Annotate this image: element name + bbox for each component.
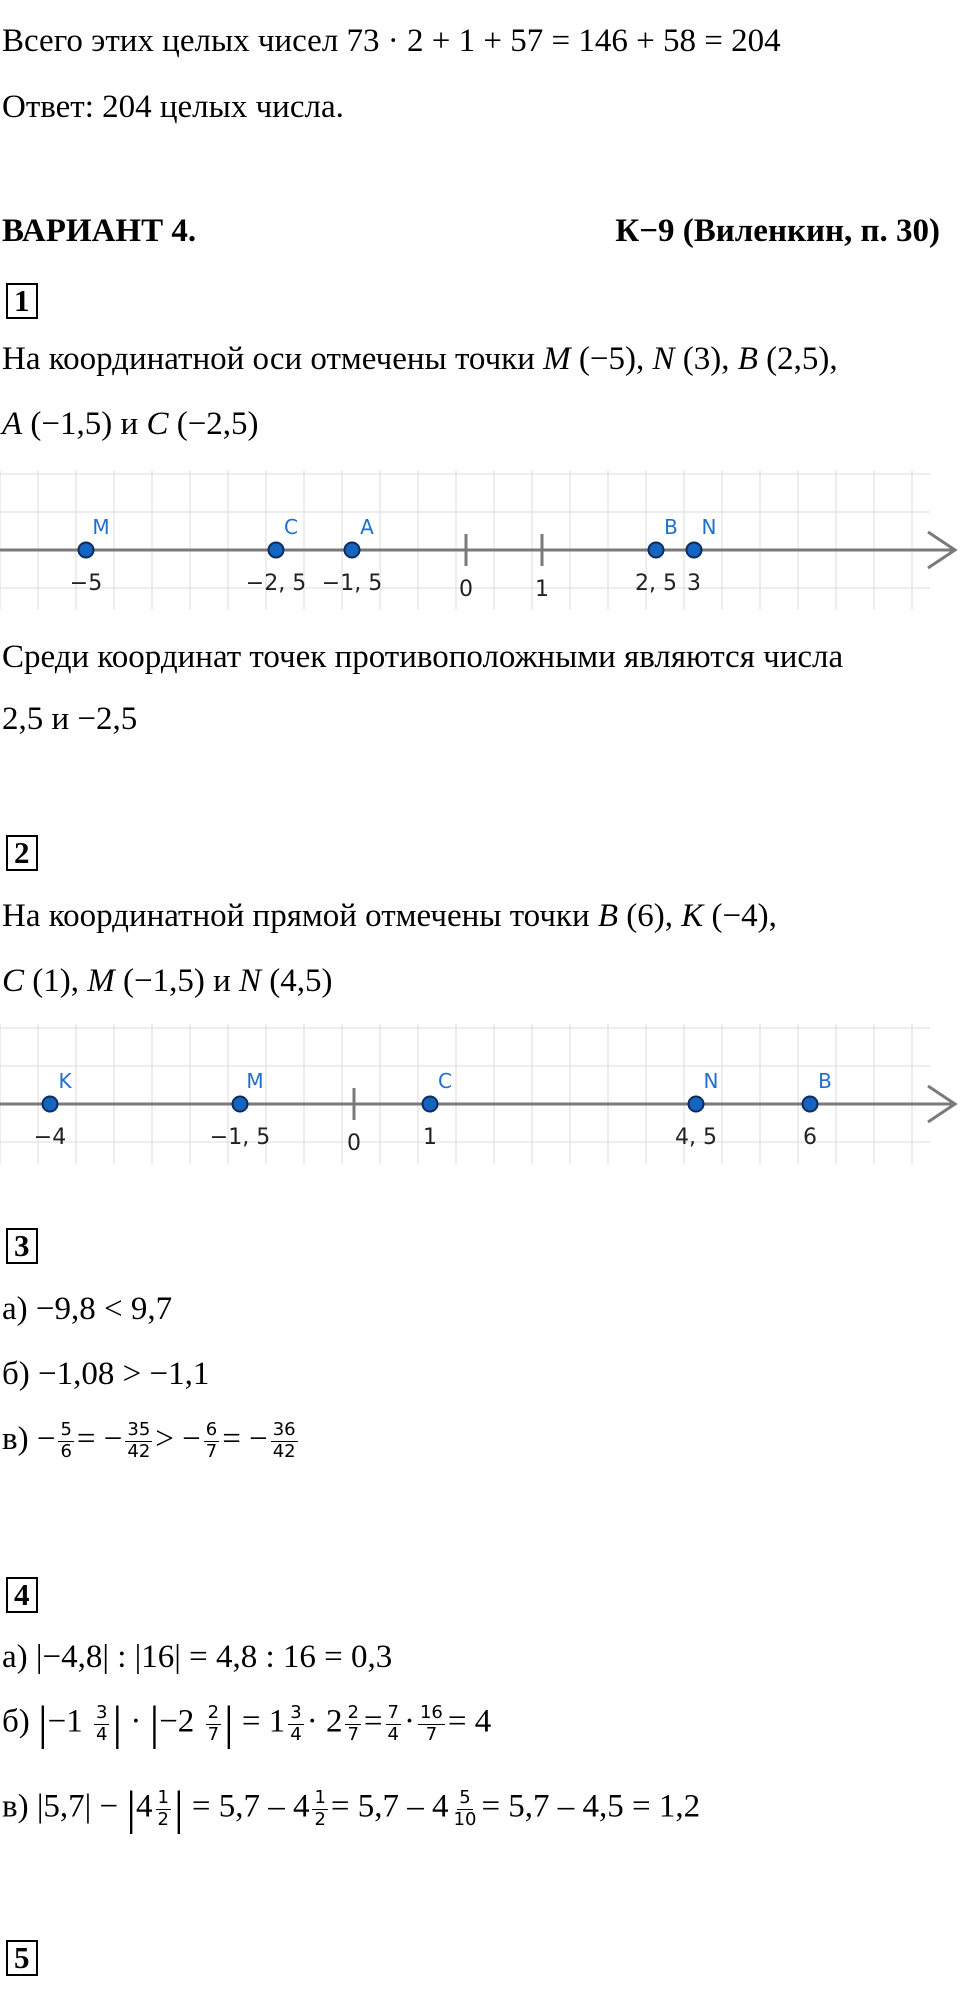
point-b-coord: (6) — [626, 898, 665, 934]
tick-label: 0 — [459, 577, 473, 602]
point-coordinate: 1 — [423, 1125, 437, 1150]
variant-title: ВАРИАНТ 4. — [2, 213, 197, 249]
point-coordinate: −2, 5 — [245, 571, 307, 596]
point-c-name: C — [2, 963, 25, 999]
point-c-coord: (−2,5) — [176, 406, 259, 442]
point-label: N — [703, 1069, 719, 1093]
point-n-coord: (3) — [682, 341, 722, 377]
point-c-name: C — [146, 406, 169, 442]
fraction: $\frac{6}{7}$ — [205, 1419, 218, 1462]
point-coordinate: −1, 5 — [321, 571, 383, 596]
task4-b-prefix: б) — [2, 1703, 30, 1740]
task1-text-line2 — [2, 405, 259, 445]
axis-point — [79, 543, 94, 558]
axis-point — [345, 543, 360, 558]
point-n-name: N — [652, 341, 675, 377]
fraction: $\frac{1}{2}$ — [314, 1786, 326, 1830]
task1-intro: На координатной оси отмечены точки — [2, 341, 544, 377]
axis-point — [233, 1097, 248, 1112]
point-coordinate: 6 — [803, 1125, 817, 1150]
point-m-name: M — [543, 341, 571, 377]
point-label: B — [818, 1069, 832, 1093]
source-title: К−9 (Виленкин, п. 30) — [615, 213, 940, 249]
point-label: M — [92, 515, 110, 539]
point-b-coord: (2,5) — [766, 341, 830, 377]
point-b-name: B — [737, 341, 758, 377]
point-coordinate: −4 — [33, 1125, 67, 1150]
point-c-coord: (1) — [32, 963, 71, 999]
point-label: A — [360, 515, 374, 539]
task1-text-line1: На координатной оси отмечены точки M (−5), N (3), B (2,5), — [2, 341, 838, 377]
point-coordinate: 4, 5 — [675, 1125, 717, 1150]
point-n-name: N — [239, 963, 262, 999]
point-coordinate: 3 — [687, 571, 701, 596]
task1-number: 1 — [6, 283, 38, 319]
task4-a: а) |−4,8| : |16| = 4,8 : 16 = 0,3 — [2, 1639, 393, 1675]
task4-c-prefix: в) — [2, 1788, 29, 1825]
task3-c-prefix: в) — [2, 1421, 29, 1457]
fraction: $\frac{36}{42}$ — [272, 1419, 296, 1462]
point-b-name: B — [597, 898, 619, 934]
count-line: Всего этих целых чисел 73 · 2 + 1 + 57 = 146 + 58 = 204 — [2, 23, 781, 59]
point-coordinate: −5 — [69, 571, 103, 596]
point-coordinate: −1, 5 — [209, 1125, 271, 1150]
fraction: $\frac{1}{2}$ — [157, 1786, 169, 1830]
task2-text-line1: На координатной прямой отмечены точки B (6), K (−4), — [2, 898, 777, 934]
axis-point — [269, 543, 284, 558]
fraction: $\frac{5}{10}$ — [453, 1786, 477, 1830]
point-m-coord: (−1,5) — [123, 963, 205, 999]
point-label: B — [664, 515, 678, 539]
fraction: $\frac{2}{7}$ — [207, 1701, 220, 1745]
number-line-1 — [0, 468, 960, 618]
point-n-coord: (4,5) — [269, 963, 333, 999]
answer-line: Ответ: 204 целых числа. — [2, 89, 344, 125]
task2-text-line2: C (1), M (−1,5) и N (4,5) — [2, 963, 333, 999]
axis-point — [423, 1097, 438, 1112]
axis-point — [43, 1097, 58, 1112]
fraction: $\frac{5}{6}$ — [60, 1419, 72, 1462]
axis-point — [803, 1097, 818, 1112]
point-m-coord: (−5) — [578, 341, 636, 377]
number-line-2 — [0, 1022, 960, 1172]
task2-number: 2 — [6, 835, 38, 871]
fraction: $\frac{16}{7}$ — [419, 1701, 443, 1745]
fraction: $\frac{3}{4}$ — [290, 1701, 302, 1745]
point-label: C — [438, 1069, 452, 1093]
task3-number: 3 — [6, 1228, 38, 1264]
task3-b: б) −1,08 > −1,1 — [2, 1356, 210, 1392]
task2-intro: На координатной прямой отмечены точки — [2, 898, 598, 934]
point-k-coord: (−4) — [711, 898, 769, 934]
fraction: $\frac{7}{4}$ — [387, 1701, 399, 1745]
point-label: M — [246, 1069, 264, 1093]
and-word: и — [213, 963, 231, 999]
task3-c: в) − $\frac{5}{6}$ = − $\frac{35}{42}$ > − $\frac{6}{7}$ = − $\frac{36}{42}$ — [2, 1419, 296, 1462]
tick-label: 1 — [535, 577, 549, 602]
point-k-name: K — [681, 898, 704, 934]
task4-b: б) |−1 $\frac{3}{4}$ | · |−2 $\frac{2}{7}$ | = 1 $\frac{3}{4}$ · 2 $\frac{2}{7}$ = $\frac{7}{4}$ · $\frac{16}{7}$ = 4 — [2, 1697, 492, 1750]
point-coordinate: 2, 5 — [635, 571, 677, 596]
task5-number: 5 — [6, 1940, 38, 1976]
task1-conclusion-line2: 2,5 и −2,5 — [2, 701, 138, 737]
tick-label: 0 — [347, 1131, 361, 1156]
fraction: $\frac{2}{7}$ — [347, 1701, 359, 1745]
task3-a: а) −9,8 < 9,7 — [2, 1291, 173, 1327]
task4-number: 4 — [6, 1577, 38, 1613]
axis-point — [687, 543, 702, 558]
task1-conclusion-line1: Среди координат точек противоположными являются числа — [2, 639, 844, 675]
and-word: и — [120, 406, 139, 442]
fraction: $\frac{35}{42}$ — [127, 1419, 151, 1462]
fraction: $\frac{3}{4}$ — [96, 1701, 108, 1745]
point-label: K — [58, 1069, 72, 1093]
task4-c: в) |5,7| − |4 $\frac{1}{2}$ | = 5,7 – 4 $\frac{1}{2}$ = 5,7 – 4 $\frac{5}{10}$ = 5,7 – 4,5 = 1,2 — [2, 1782, 701, 1835]
axis-point — [689, 1097, 704, 1112]
point-label: C — [284, 515, 298, 539]
point-m-name: M — [87, 963, 115, 999]
point-a-coord: (−1,5) — [30, 406, 113, 442]
point-label: N — [701, 515, 717, 539]
point-a-name: A — [2, 406, 23, 442]
axis-point — [649, 543, 664, 558]
